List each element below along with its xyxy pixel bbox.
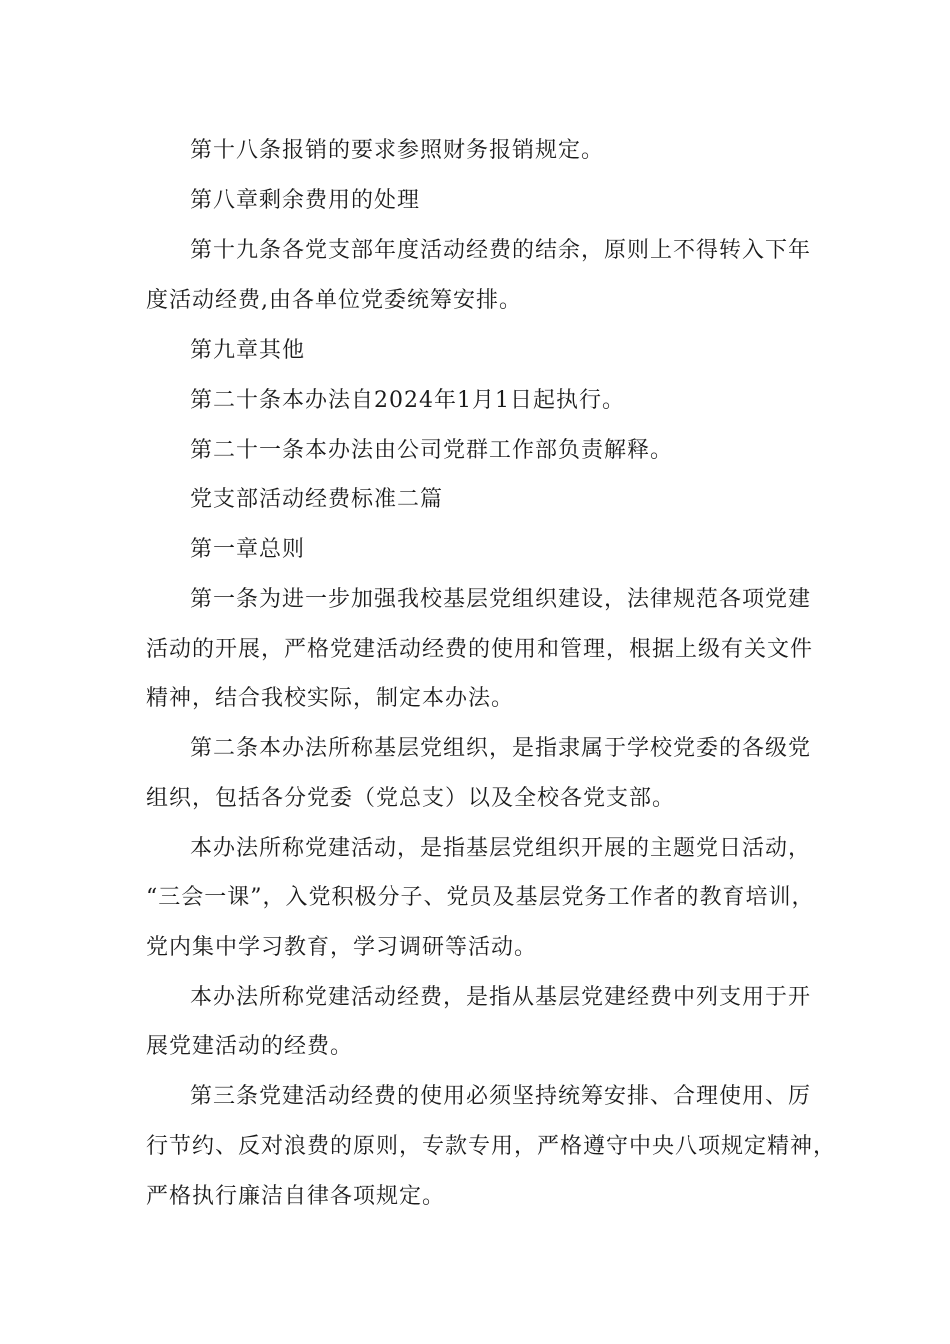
chapter-heading: 第一章总则 bbox=[190, 537, 306, 562]
text-line: 第二条本办法所称基层党组织，是指隶属于学校党委的各级党 bbox=[190, 736, 812, 761]
text-line: 严格执行廉洁自律各项规定。 bbox=[146, 1184, 446, 1209]
text-line: 展党建活动的经费。 bbox=[146, 1034, 354, 1059]
text-line: “三会一课”，入党积极分子、党员及基层党务工作者的教育培训， bbox=[146, 885, 815, 910]
chapter-heading: 第八章剩余费用的处理 bbox=[190, 188, 421, 213]
text-line: 第十九条各党支部年度活动经费的结余，原则上不得转入下年 bbox=[190, 238, 812, 263]
section-title: 党支部活动经费标准二篇 bbox=[190, 487, 444, 512]
text-line: 行节约、反对浪费的原则，专款专用，严格遵守中央八项规定精神， bbox=[146, 1134, 837, 1159]
text-line: 本办法所称党建活动，是指基层党组织开展的主题党日活动， bbox=[190, 836, 812, 861]
text-line: 党内集中学习教育，学习调研等活动。 bbox=[146, 935, 538, 960]
chapter-heading: 第九章其他 bbox=[190, 338, 306, 363]
text-line: 本办法所称党建活动经费，是指从基层党建经费中列支用于开 bbox=[190, 985, 812, 1010]
text-line: 精神，结合我校实际，制定本办法。 bbox=[146, 686, 515, 711]
text-line: 第三条党建活动经费的使用必须坚持统筹安排、合理使用、厉 bbox=[190, 1084, 812, 1109]
text-line: 第十八条报销的要求参照财务报销规定。 bbox=[190, 138, 605, 163]
text-line: 度活动经费,由各单位党委统筹安排。 bbox=[146, 288, 522, 313]
text-line: 第二十条本办法自2024年1月1日起执行。 bbox=[190, 388, 625, 413]
text-line: 活动的开展，严格党建活动经费的使用和管理，根据上级有关文件 bbox=[146, 637, 814, 662]
text-line: 第一条为进一步加强我校基层党组织建设，法律规范各项党建 bbox=[190, 587, 812, 612]
text-line: 第二十一条本办法由公司党群工作部负责解释。 bbox=[190, 438, 674, 463]
text-line: 组织，包括各分党委（党总支）以及全校各党支部。 bbox=[146, 786, 676, 811]
